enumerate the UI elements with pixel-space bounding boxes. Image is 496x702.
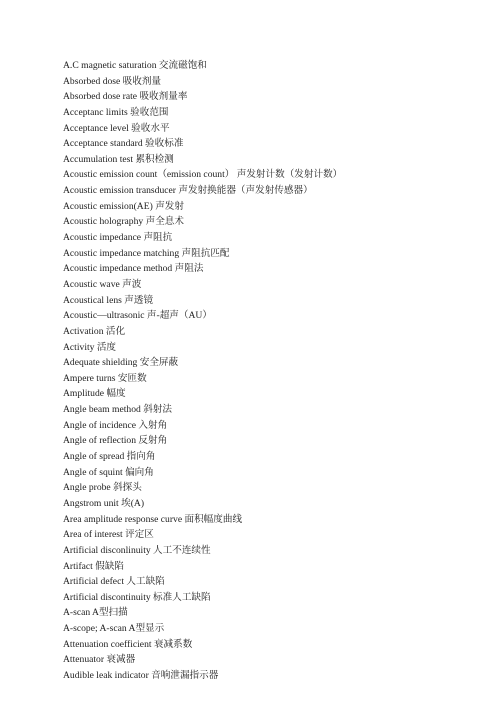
glossary-entry: Angle of reflection 反射角 — [63, 435, 168, 447]
glossary-entry: Acoustic impedance matching 声阻抗匹配 — [63, 247, 230, 259]
glossary-entry: Attenuator 衰减器 — [63, 654, 136, 666]
glossary-entry: Angle probe 斜探头 — [63, 482, 142, 494]
glossary-entry: Acceptance level 验收水平 — [63, 122, 170, 134]
glossary-entry: Acoustical lens 声透镜 — [63, 294, 154, 306]
glossary-entry: Absorbed dose rate 吸收剂量率 — [63, 91, 188, 103]
glossary-entry: Angle beam method 斜射法 — [63, 404, 172, 416]
glossary-entry: Angle of spread 指向角 — [63, 451, 156, 463]
glossary-entry: A-scope; A-scan A型显示 — [63, 623, 165, 635]
glossary-entry: Acoustic wave 声波 — [63, 278, 142, 290]
glossary-entry: Acoustic emission count（emission count） 声发射计数（发射计数） — [63, 169, 343, 181]
glossary-entry: Angstrom unit 埃(A) — [63, 497, 145, 509]
glossary-entry: Angle of incidence 入射角 — [63, 419, 168, 431]
glossary-entry: Area amplitude response curve 面积幅度曲线 — [63, 513, 243, 525]
glossary-entry: Activity 活度 — [63, 341, 117, 353]
glossary-entry: Angle of squint 偏向角 — [63, 466, 154, 478]
glossary-entry: Absorbed dose 吸收剂量 — [63, 75, 162, 87]
glossary-entry: Accumulation test 累积检测 — [63, 153, 174, 165]
glossary-entry: Acceptanc limits 验收范围 — [63, 106, 169, 118]
glossary-entry: Acoustic emission(AE) 声发射 — [63, 200, 184, 212]
glossary-entry: Acceptance standard 验收标准 — [63, 138, 184, 150]
glossary-entry: Amplitude 幅度 — [63, 388, 126, 400]
glossary-entry: A-scan A型扫描 — [63, 607, 128, 619]
glossary-entry: Acoustic holography 声全息术 — [63, 216, 184, 228]
glossary-entry: Artificial discontinuity 标准人工缺陷 — [63, 591, 211, 603]
glossary-entry: Artificial disconlinuity 人工不连续性 — [63, 544, 211, 556]
glossary-entry: Ampere turns 安匝数 — [63, 372, 147, 384]
glossary-entry: Acoustic—ultrasonic 声-超声（AU） — [63, 310, 212, 322]
glossary-entry: Acoustic emission transducer 声发射换能器（声发射传感器） — [63, 185, 313, 197]
glossary-entry: Adequate shielding 安全屏蔽 — [63, 357, 179, 369]
glossary-list — [63, 58, 483, 684]
glossary-entry: A.C magnetic saturation 交流磁饱和 — [63, 60, 207, 71]
glossary-entry: Attenuation coefficient 衰减系数 — [63, 638, 193, 650]
glossary-entry: Acoustic impedance 声阻抗 — [63, 232, 173, 244]
glossary-entry: Acoustic impedance method 声阻法 — [63, 263, 204, 275]
glossary-entry: Area of interest 评定区 — [63, 529, 154, 541]
glossary-entry: Artifact 假缺陷 — [63, 560, 125, 572]
glossary-entry: Artificial defect 人工缺陷 — [63, 576, 165, 588]
glossary-entry: Audible leak indicator 音响泄漏指示器 — [63, 669, 219, 681]
glossary-entry: Activation 活化 — [63, 325, 126, 337]
